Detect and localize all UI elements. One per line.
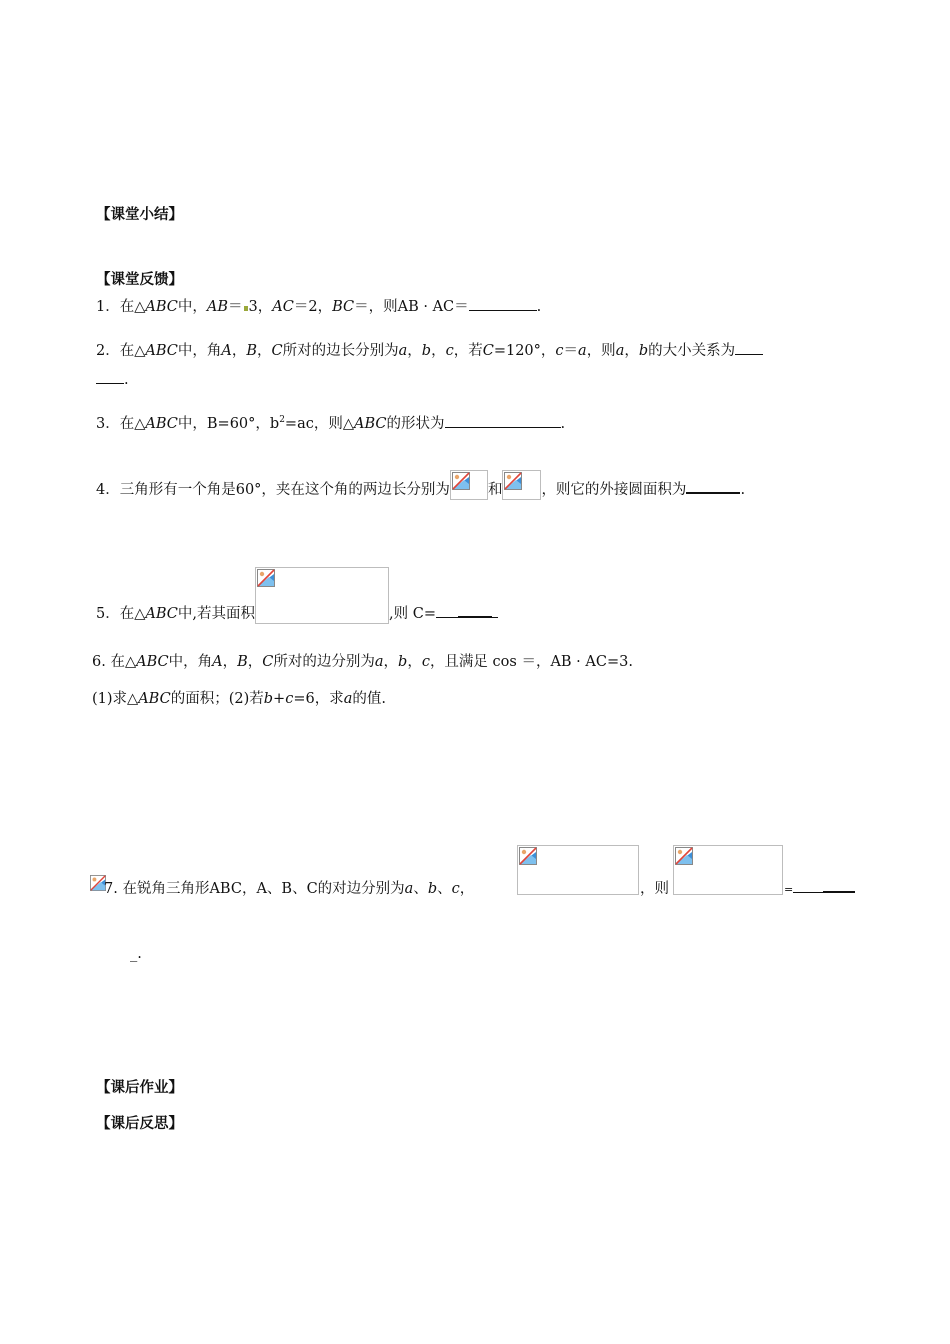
formula-image-placeholder (673, 845, 783, 895)
answer-blank[interactable] (735, 340, 763, 355)
broken-image-icon (504, 472, 522, 490)
section-homework-heading: 【课后作业】 (96, 1080, 183, 1096)
broken-image-icon (257, 569, 275, 587)
answer-blank[interactable] (793, 882, 823, 893)
question-7-answer: = (784, 880, 855, 900)
answer-blank[interactable] (469, 296, 537, 311)
question-3: 3．在△ABC中，B=60°，$b^2=ac$，则△ABC的形状为 . (96, 413, 565, 434)
question-1: 1．在△ABC中，AB＝ 3，AC＝2，BC＝，则AB · AC＝ . (96, 296, 541, 317)
answer-blank[interactable] (823, 881, 855, 893)
broken-image-icon (452, 472, 470, 490)
formula-image-placeholder (517, 845, 639, 895)
formula-image-placeholder (502, 470, 541, 500)
question-5: 5．在△ABC中,若其面积 ,则 C= (96, 567, 498, 624)
question-number: 5． (96, 606, 120, 622)
question-2-continued: . (96, 369, 129, 390)
question-number: 2． (96, 343, 120, 359)
question-number: 1． (96, 299, 120, 315)
section-summary-heading: 【课堂小结】 (96, 207, 183, 223)
section-feedback-heading: 【课堂反馈】 (96, 272, 183, 288)
question-number: 3． (96, 416, 120, 432)
question-2: 2．在△ABC中，角A，B，C所对的边长分别为a，b，c，若C=120°，c＝a，则a，b的大小关系为 (96, 340, 763, 361)
question-7-then: ，则 (640, 881, 669, 897)
answer-blank[interactable] (436, 603, 458, 618)
formula-image-placeholder (450, 470, 488, 500)
answer-blank[interactable] (458, 602, 492, 618)
question-7: 7. 在锐角三角形ABC，A、B、C的对边分别为a、b、c， (104, 881, 475, 897)
answer-blank[interactable] (445, 413, 561, 428)
broken-image-icon (519, 847, 537, 865)
section-reflection-heading: 【课后反思】 (96, 1116, 183, 1132)
question-number: 7. (104, 881, 118, 897)
question-6: 6. 在△ABC中，角A，B，C所对的边分别为a，b，c，且满足 cos ＝，AB · AC=3. (92, 654, 633, 670)
question-4: 4．三角形有一个角是60°，夹在这个角的两边长分别为 和 ，则它的外接圆面积为 . (96, 470, 745, 500)
question-7-continued: _. (130, 946, 142, 962)
question-number: 6. (92, 654, 106, 670)
formula-image-placeholder (255, 567, 389, 624)
answer-blank[interactable] (686, 478, 740, 494)
broken-image-icon (675, 847, 693, 865)
question-6-subparts: (1)求△ABC的面积；(2)若b+c=6，求a的值. (92, 691, 386, 707)
answer-blank[interactable] (96, 369, 124, 384)
question-number: 4． (96, 482, 120, 498)
small-image-icon (244, 306, 248, 311)
